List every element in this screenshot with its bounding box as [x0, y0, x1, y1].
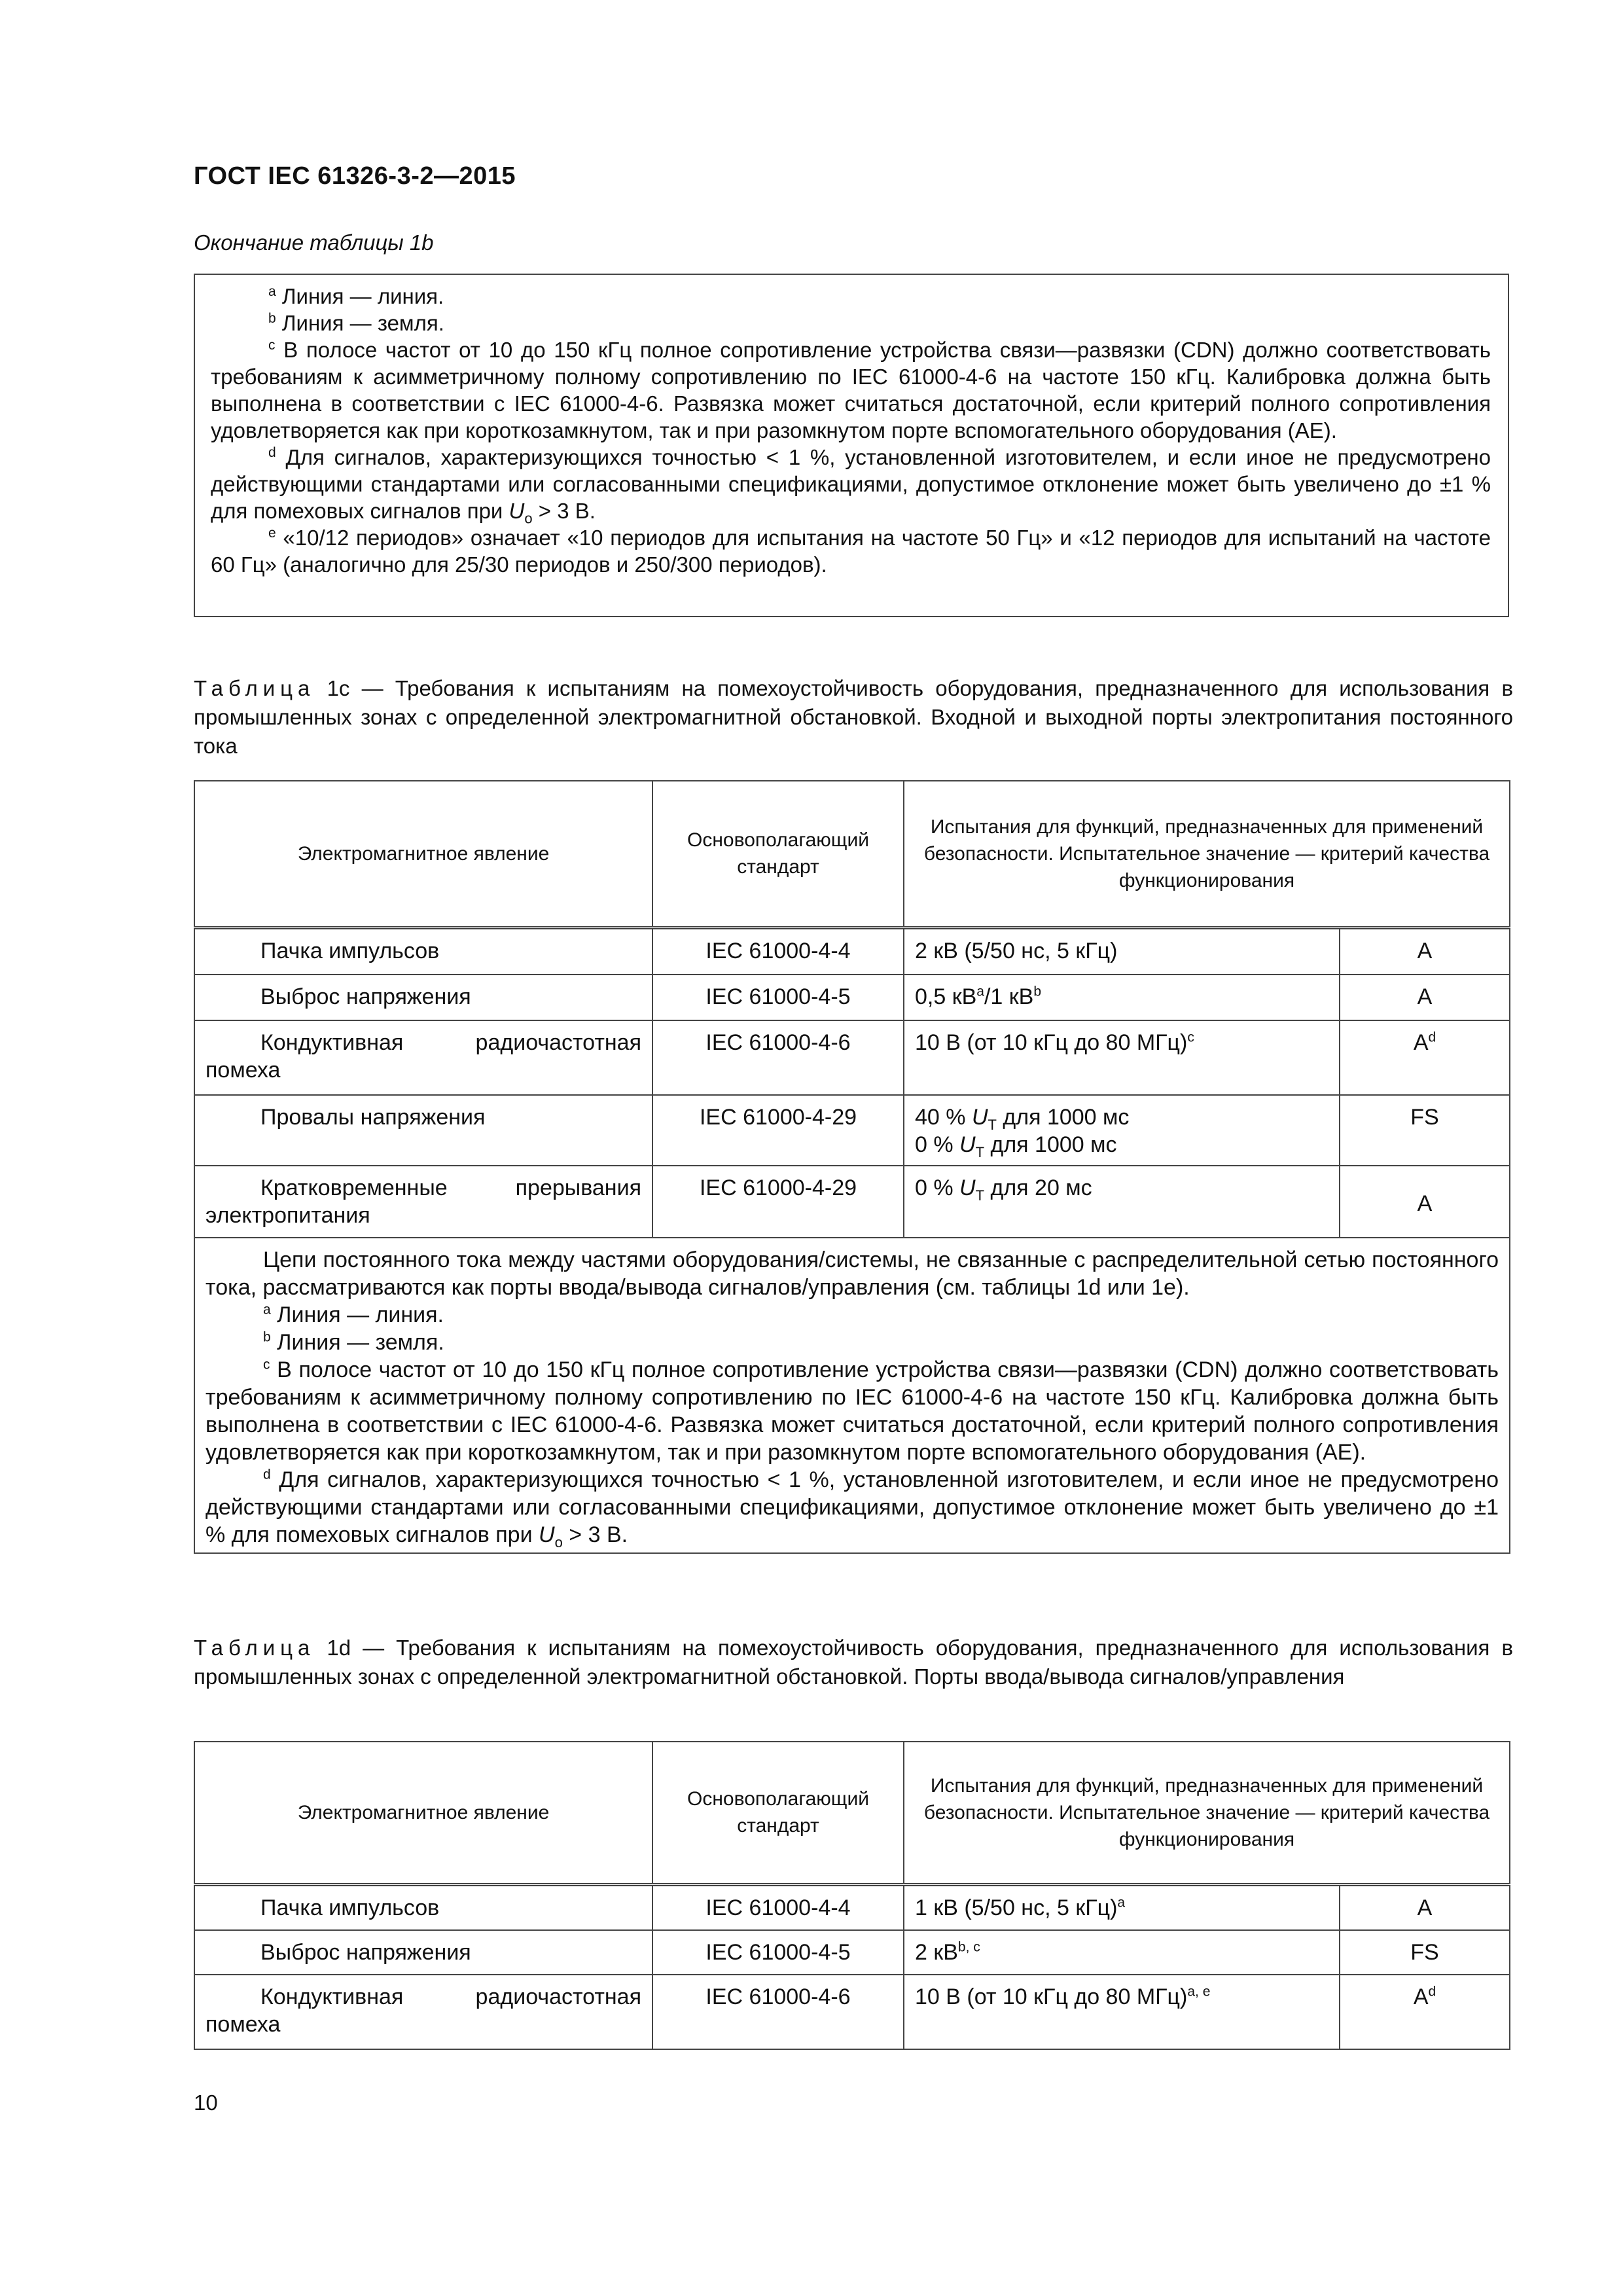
footnote-d: $^d$ Для сигналов, характеризующихся точностью < 1 %, установленной изготовителем, и если иное не предусмотрено действующими стандартами или согласованными спецификациями, допустимое отклонение может быть увеличено до ±1 % для помеховых сигналов при $U_o > 3$ В.: [211, 445, 1491, 527]
cell-phenomenon: Кондуктивная радиочастотная помеха: [194, 1020, 652, 1095]
footnote-b: $^b$ Линия — земля.: [268, 311, 444, 335]
footnote-a: $^a$ Линия — линия.: [268, 284, 444, 308]
table-row: [194, 1930, 1510, 1975]
table-1c: [194, 780, 1510, 1554]
table-row: [194, 1884, 1510, 1930]
header-phenomenon: Электромагнитное явление: [194, 1742, 652, 1884]
header-standard: Основополагающий стандарт: [652, 781, 904, 927]
table-row: [194, 927, 1510, 975]
cell-value: 1 кВ (5/50 нс, 5 кГц)$^a$: [904, 1884, 1340, 1930]
table-row: [194, 1020, 1510, 1095]
table-continuation-label: Окончание таблицы 1b: [194, 230, 434, 255]
table-row: [194, 1975, 1510, 2049]
footnote-e: $^e$ «10/12 периодов» означает «10 периодов для испытания на частоте 50 Гц» и «12 периодов для испытаний на частоте 60 Гц» (аналогично для 25/30 периодов и 250/300 периодов).: [211, 526, 1491, 577]
page-number: 10: [194, 2090, 218, 2115]
cell-criterion: A: [1340, 1166, 1510, 1238]
table-row: [194, 975, 1510, 1020]
cell-value: 10 В (от 10 кГц до 80 МГц)$^c$: [904, 1020, 1340, 1095]
table-1c-footnotes: [194, 1238, 1510, 1553]
cell-criterion: $A^d$: [1340, 1020, 1510, 1095]
cell-standard: IEC 61000-4-6: [652, 1020, 904, 1095]
table-1b-footnotes: [194, 274, 1509, 617]
header-tests: Испытания для функций, предназначенных для применений безопасности. Испытательное значение — критерий качества функционирования: [904, 781, 1510, 927]
cell-phenomenon: Выброс напряжения: [194, 975, 652, 1020]
cell-standard: IEC 61000-4-5: [652, 975, 904, 1020]
cell-standard: IEC 61000-4-29: [652, 1166, 904, 1238]
cell-criterion: FS: [1340, 1930, 1510, 1975]
table-1d-caption: Таблица 1d — Требования к испытаниям на помехоустойчивость оборудования, предназначенного для использования в промышленных зонах с определенной электромагнитной обстановкой. Порты ввода/вывода сигналов/управления: [194, 1636, 1513, 1689]
standard-header: ГОСТ IEC 61326-3-2—2015: [194, 162, 516, 190]
table-row: [194, 1095, 1510, 1166]
footnote-b: $^b$ Линия — земля.: [263, 1329, 444, 1355]
cell-value: 40 % $U_T$ для 1000 мс 0 % $U_T$ для 1000 мс: [904, 1095, 1340, 1166]
cell-standard: IEC 61000-4-5: [652, 1930, 904, 1975]
table-notes-row: [194, 1238, 1510, 1553]
cell-phenomenon: Кратковременные прерывания электропитания: [194, 1166, 652, 1238]
cell-criterion: $A^d$: [1340, 1975, 1510, 2049]
cell-value: 0,5 $кВ^a/1$ $кВ^b$: [904, 975, 1340, 1020]
cell-value: 2 кВ$^{b, c}$: [904, 1930, 1340, 1975]
footnote-d: $^d$ Для сигналов, характеризующихся точностью < 1 %, установленной изготовителем, и если иное не предусмотрено действующими стандартами или согласованными спецификациями, допустимое отклонение может быть увеличено до ±1 % для помеховых сигналов при $U_o > 3$ В.: [205, 1467, 1499, 1551]
footnote-c: $^c$ В полосе частот от 10 до 150 кГц полное сопротивление устройства связи—развязки (CDN) должно соответствовать требованиям к асимметричному полному сопротивлению по IEC 61000-4-6 на частоте 150 кГц. Калибровка должна быть выполнена в соответствии с IEC 61000-4-6. Развязка может считаться достаточной, если критерий полного сопротивления удовлетворяется как при короткозамкнутом, так и при разомкнутом порте вспомогательного оборудования (AE).: [205, 1357, 1499, 1465]
cell-value: 10 В (от 10 кГц до 80 МГц)$^{a, e}$: [904, 1975, 1340, 2049]
cell-phenomenon: Выброс напряжения: [194, 1930, 652, 1975]
footnote-c: $^c$ В полосе частот от 10 до 150 кГц полное сопротивление устройства связи—развязки (CDN) должно соответствовать требованиям к асимметричному полному сопротивлению по IEC 61000-4-6 на частоте 150 кГц. Калибровка должна быть выполнена в соответствии с IEC 61000-4-6. Развязка может считаться достаточной, если критерий полного сопротивления удовлетворяется как при короткозамкнутом, так и при разомкнутом порте вспомогательного оборудования (AE).: [211, 338, 1491, 442]
cell-phenomenon: Провалы напряжения: [194, 1095, 652, 1166]
cell-criterion: A: [1340, 975, 1510, 1020]
cell-standard: IEC 61000-4-4: [652, 1884, 904, 1930]
header-standard: Основополагающий стандарт: [652, 1742, 904, 1884]
cell-value: 0 % $U_T$ для 20 мс: [904, 1166, 1340, 1238]
table-1d: [194, 1741, 1510, 2050]
cell-phenomenon: Пачка импульсов: [194, 927, 652, 975]
cell-criterion: A: [1340, 1884, 1510, 1930]
table-1c-caption: Таблица 1c — Требования к испытаниям на помехоустойчивость оборудования, предназначенного для использования в промышленных зонах с определенной электромагнитной обстановкой. Входной и выходной порты электропитания постоянного тока: [194, 676, 1513, 758]
footnote-a: $^a$ Линия — линия.: [263, 1302, 444, 1327]
cell-standard: IEC 61000-4-29: [652, 1095, 904, 1166]
notes-intro: Цепи постоянного тока между частями оборудования/системы, не связанные с распределительной сетью постоянного тока, рассматриваются как порты ввода/вывода сигналов/управления (см. таблицы 1d или 1e).: [205, 1247, 1499, 1300]
cell-criterion: A: [1340, 927, 1510, 975]
cell-standard: IEC 61000-4-4: [652, 927, 904, 975]
cell-standard: IEC 61000-4-6: [652, 1975, 904, 2049]
cell-phenomenon: Кондуктивная радиочастотная помеха: [194, 1975, 652, 2049]
cell-criterion: FS: [1340, 1095, 1510, 1166]
cell-phenomenon: Пачка импульсов: [194, 1884, 652, 1930]
header-phenomenon: Электромагнитное явление: [194, 781, 652, 927]
cell-value: 2 кВ (5/50 нс, 5 кГц): [904, 927, 1340, 975]
table-row: [194, 1166, 1510, 1238]
header-tests: Испытания для функций, предназначенных для применений безопасности. Испытательное значение — критерий качества функционирования: [904, 1742, 1510, 1884]
